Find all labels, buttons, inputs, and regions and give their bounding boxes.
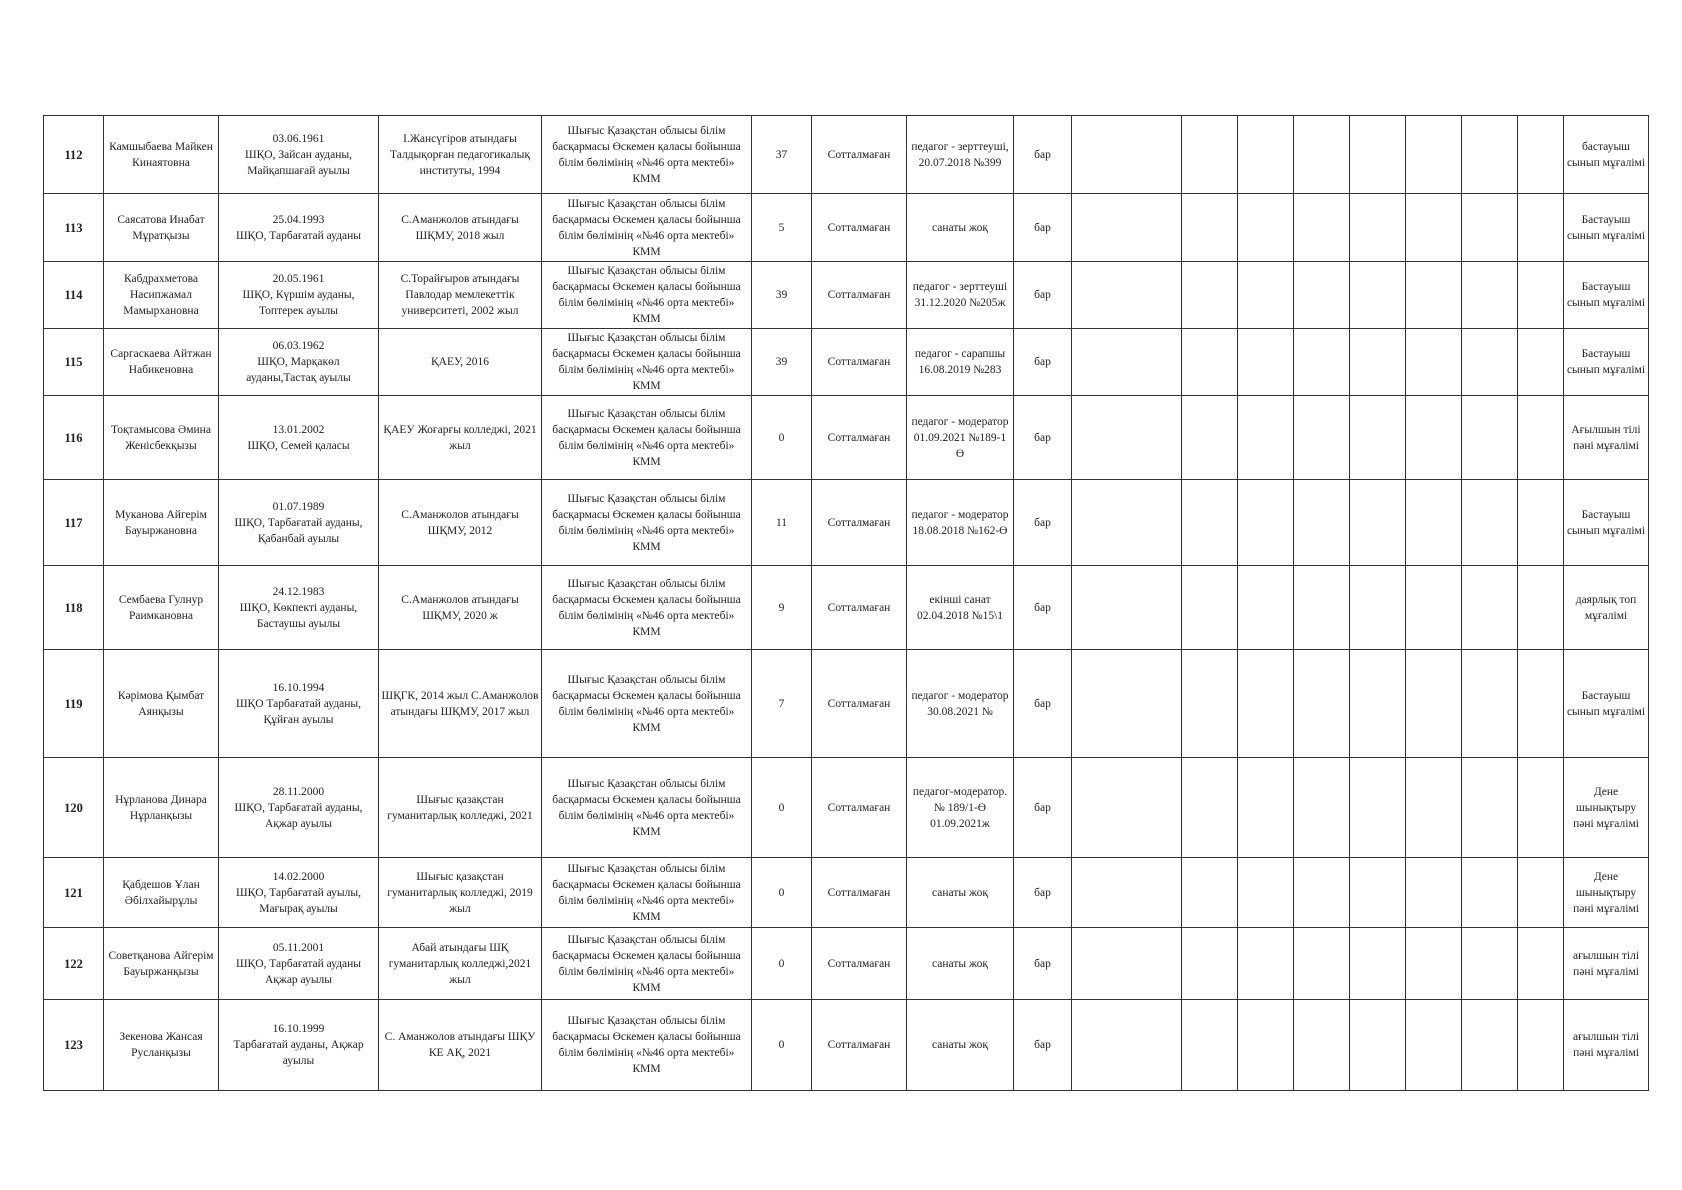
empty-cell <box>1182 758 1238 858</box>
empty-cell <box>1294 1000 1350 1091</box>
empty-cell <box>1350 329 1406 396</box>
conviction-status-cell: Сотталмаған <box>812 329 907 396</box>
row-number: 117 <box>44 480 104 566</box>
full-name-cell: Саргаскаева Айтжан Набикеновна <box>104 329 219 396</box>
empty-cell <box>1406 650 1462 758</box>
empty-cell <box>1350 758 1406 858</box>
empty-cell <box>1072 396 1182 480</box>
row-number: 118 <box>44 566 104 650</box>
empty-cell <box>1406 116 1462 194</box>
empty-cell <box>1072 262 1182 329</box>
education-cell: С. Аманжолов атындағы ШҚУ КЕ АҚ, 2021 <box>379 1000 542 1091</box>
empty-cell <box>1238 858 1294 928</box>
empty-cell <box>1462 116 1518 194</box>
empty-cell <box>1072 928 1182 1000</box>
qualification-category-cell: педагог - модератор 18.08.2018 №162-Ө <box>907 480 1014 566</box>
table-row <box>44 194 1649 262</box>
table-row <box>44 858 1649 928</box>
empty-cell <box>1462 1000 1518 1091</box>
empty-cell <box>1182 566 1238 650</box>
status-cell: бар <box>1014 194 1072 262</box>
qualification-category-cell: санаты жоқ <box>907 928 1014 1000</box>
education-cell: С.Аманжолов атындағы ШҚМУ, 2018 жыл <box>379 194 542 262</box>
empty-cell <box>1406 928 1462 1000</box>
empty-cell <box>1238 758 1294 858</box>
empty-cell <box>1462 329 1518 396</box>
experience-years-cell: 7 <box>752 650 812 758</box>
position-cell: Дене шынықтыру пәні мұғалімі <box>1564 758 1649 858</box>
empty-cell <box>1182 329 1238 396</box>
empty-cell <box>1406 480 1462 566</box>
birth-place-cell: 24.12.1983 ШҚО, Көкпекті ауданы, Бастаушы ауылы <box>219 566 379 650</box>
empty-cell <box>1406 758 1462 858</box>
experience-years-cell: 0 <box>752 758 812 858</box>
conviction-status-cell: Сотталмаған <box>812 116 907 194</box>
table-row <box>44 1000 1649 1091</box>
empty-cell <box>1182 928 1238 1000</box>
empty-cell <box>1182 194 1238 262</box>
table-body <box>44 116 1649 1091</box>
table-row <box>44 758 1649 858</box>
empty-cell <box>1518 650 1564 758</box>
empty-cell <box>1072 1000 1182 1091</box>
qualification-category-cell: педагог - модератор 30.08.2021 № <box>907 650 1014 758</box>
row-number: 114 <box>44 262 104 329</box>
conviction-status-cell: Сотталмаған <box>812 650 907 758</box>
experience-years-cell: 37 <box>752 116 812 194</box>
empty-cell <box>1518 396 1564 480</box>
qualification-category-cell: санаты жоқ <box>907 1000 1014 1091</box>
empty-cell <box>1294 116 1350 194</box>
birth-place-cell: 25.04.1993 ШҚО, Тарбағатай ауданы <box>219 194 379 262</box>
qualification-category-cell: санаты жоқ <box>907 858 1014 928</box>
experience-years-cell: 0 <box>752 1000 812 1091</box>
education-cell: Шығыс қазақстан гуманитарлық колледжі, 2019 жыл <box>379 858 542 928</box>
empty-cell <box>1238 396 1294 480</box>
table-row <box>44 566 1649 650</box>
experience-years-cell: 0 <box>752 396 812 480</box>
status-cell: бар <box>1014 650 1072 758</box>
position-cell: Бастауыш сынып мұғалімі <box>1564 329 1649 396</box>
experience-years-cell: 39 <box>752 262 812 329</box>
empty-cell <box>1294 858 1350 928</box>
empty-cell <box>1462 858 1518 928</box>
table-row <box>44 262 1649 329</box>
experience-years-cell: 0 <box>752 858 812 928</box>
empty-cell <box>1182 396 1238 480</box>
table-row <box>44 650 1649 758</box>
empty-cell <box>1182 858 1238 928</box>
full-name-cell: Муканова Айгерім Бауыржановна <box>104 480 219 566</box>
full-name-cell: Нұрланова Динара Нұрланқызы <box>104 758 219 858</box>
empty-cell <box>1518 928 1564 1000</box>
row-number: 119 <box>44 650 104 758</box>
position-cell: ағылшын тілі пәні мұғалімі <box>1564 928 1649 1000</box>
birth-place-cell: 13.01.2002 ШҚО, Семей қаласы <box>219 396 379 480</box>
table-row <box>44 329 1649 396</box>
workplace-cell: Шығыс Қазақстан облысы білім басқармасы Өскемен қаласы бойынша білім бөлімінің «№46 орта мектебі» КММ <box>542 480 752 566</box>
status-cell: бар <box>1014 396 1072 480</box>
education-cell: Шығыс қазақстан гуманитарлық колледжі, 2021 <box>379 758 542 858</box>
full-name-cell: Кабдрахметова Насипжамал Мамырхановна <box>104 262 219 329</box>
education-cell: Абай атындағы ШҚ гуманитарлық колледжі,2021 жыл <box>379 928 542 1000</box>
birth-place-cell: 16.10.1994 ШҚО Тарбағатай ауданы, Құйған ауылы <box>219 650 379 758</box>
full-name-cell: Камшыбаева Майкен Кинаятовна <box>104 116 219 194</box>
empty-cell <box>1182 1000 1238 1091</box>
empty-cell <box>1406 262 1462 329</box>
birth-place-cell: 05.11.2001 ШҚО, Тарбағатай ауданы Ақжар ауылы <box>219 928 379 1000</box>
empty-cell <box>1294 650 1350 758</box>
empty-cell <box>1406 1000 1462 1091</box>
empty-cell <box>1238 650 1294 758</box>
empty-cell <box>1518 566 1564 650</box>
empty-cell <box>1294 262 1350 329</box>
empty-cell <box>1294 396 1350 480</box>
qualification-category-cell: педагог - модератор 01.09.2021 №189-1 Ө <box>907 396 1014 480</box>
workplace-cell: Шығыс Қазақстан облысы білім басқармасы Өскемен қаласы бойынша білім бөлімінің «№46 орта мектебі» КММ <box>542 566 752 650</box>
empty-cell <box>1350 858 1406 928</box>
empty-cell <box>1462 928 1518 1000</box>
empty-cell <box>1406 194 1462 262</box>
empty-cell <box>1182 480 1238 566</box>
empty-cell <box>1072 116 1182 194</box>
empty-cell <box>1406 329 1462 396</box>
empty-cell <box>1350 928 1406 1000</box>
workplace-cell: Шығыс Қазақстан облысы білім басқармасы Өскемен қаласы бойынша білім бөлімінің «№46 орта мектебі» КММ <box>542 1000 752 1091</box>
qualification-category-cell: педагог - зерттеуші 31.12.2020 №205ж <box>907 262 1014 329</box>
birth-place-cell: 03.06.1961 ШҚО, Зайсан ауданы, Майқапшағай ауылы <box>219 116 379 194</box>
empty-cell <box>1238 262 1294 329</box>
empty-cell <box>1518 262 1564 329</box>
empty-cell <box>1238 928 1294 1000</box>
qualification-category-cell: педагог - зерттеуші, 20.07.2018 №399 <box>907 116 1014 194</box>
empty-cell <box>1518 858 1564 928</box>
qualification-category-cell: педагог-модератор. № 189/1-Ө 01.09.2021ж <box>907 758 1014 858</box>
status-cell: бар <box>1014 858 1072 928</box>
empty-cell <box>1350 1000 1406 1091</box>
empty-cell <box>1072 566 1182 650</box>
empty-cell <box>1518 329 1564 396</box>
row-number: 123 <box>44 1000 104 1091</box>
experience-years-cell: 0 <box>752 928 812 1000</box>
empty-cell <box>1350 262 1406 329</box>
empty-cell <box>1518 116 1564 194</box>
position-cell: Бастауыш сынып мұғалімі <box>1564 262 1649 329</box>
row-number: 113 <box>44 194 104 262</box>
birth-place-cell: 06.03.1962 ШҚО, Марқакөл ауданы,Тастақ ауылы <box>219 329 379 396</box>
table-row <box>44 116 1649 194</box>
empty-cell <box>1350 650 1406 758</box>
education-cell: ШҚГК, 2014 жыл С.Аманжолов атындағы ШҚМУ, 2017 жыл <box>379 650 542 758</box>
row-number: 115 <box>44 329 104 396</box>
experience-years-cell: 11 <box>752 480 812 566</box>
conviction-status-cell: Сотталмаған <box>812 194 907 262</box>
qualification-category-cell: педагог - сарапшы 16.08.2019 №283 <box>907 329 1014 396</box>
empty-cell <box>1462 262 1518 329</box>
full-name-cell: Зекенова Жансая Русланқызы <box>104 1000 219 1091</box>
conviction-status-cell: Сотталмаған <box>812 1000 907 1091</box>
experience-years-cell: 9 <box>752 566 812 650</box>
workplace-cell: Шығыс Қазақстан облысы білім басқармасы Өскемен қаласы бойынша білім бөлімінің «№46 орта мектебі» КММ <box>542 858 752 928</box>
empty-cell <box>1072 329 1182 396</box>
conviction-status-cell: Сотталмаған <box>812 262 907 329</box>
birth-place-cell: 01.07.1989 ШҚО, Тарбағатай ауданы, Қабанбай ауылы <box>219 480 379 566</box>
empty-cell <box>1518 194 1564 262</box>
position-cell: даярлық топ мұғалімі <box>1564 566 1649 650</box>
qualification-category-cell: санаты жоқ <box>907 194 1014 262</box>
position-cell: бастауыш сынып мұғалімі <box>1564 116 1649 194</box>
birth-place-cell: 16.10.1999 Тарбағатай ауданы, Ақжар ауылы <box>219 1000 379 1091</box>
full-name-cell: Советқанова Айгерім Бауыржанқызы <box>104 928 219 1000</box>
empty-cell <box>1072 650 1182 758</box>
empty-cell <box>1462 566 1518 650</box>
empty-cell <box>1462 480 1518 566</box>
experience-years-cell: 5 <box>752 194 812 262</box>
position-cell: Бастауыш сынып мұғалімі <box>1564 650 1649 758</box>
full-name-cell: Саясатова Инабат Мұратқызы <box>104 194 219 262</box>
conviction-status-cell: Сотталмаған <box>812 480 907 566</box>
row-number: 122 <box>44 928 104 1000</box>
full-name-cell: Сембаева Гулнур Раимкановна <box>104 566 219 650</box>
status-cell: бар <box>1014 329 1072 396</box>
empty-cell <box>1462 650 1518 758</box>
table-row <box>44 396 1649 480</box>
empty-cell <box>1072 858 1182 928</box>
status-cell: бар <box>1014 758 1072 858</box>
empty-cell <box>1462 194 1518 262</box>
conviction-status-cell: Сотталмаған <box>812 566 907 650</box>
education-cell: ҚАЕУ Жоғарғы колледжі, 2021 жыл <box>379 396 542 480</box>
empty-cell <box>1294 194 1350 262</box>
table-row <box>44 480 1649 566</box>
row-number: 120 <box>44 758 104 858</box>
empty-cell <box>1406 858 1462 928</box>
position-cell: Ағылшын тілі пәні мұғалімі <box>1564 396 1649 480</box>
education-cell: С.Аманжолов атындағы ШҚМУ, 2020 ж <box>379 566 542 650</box>
empty-cell <box>1238 194 1294 262</box>
empty-cell <box>1294 928 1350 1000</box>
status-cell: бар <box>1014 480 1072 566</box>
empty-cell <box>1350 566 1406 650</box>
empty-cell <box>1462 396 1518 480</box>
workplace-cell: Шығыс Қазақстан облысы білім басқармасы Өскемен қаласы бойынша білім бөлімінің «№46 орта мектебі» КММ <box>542 928 752 1000</box>
birth-place-cell: 28.11.2000 ШҚО, Тарбағатай ауданы, Ақжар ауылы <box>219 758 379 858</box>
full-name-cell: Тоқтамысова Әмина Женісбекқызы <box>104 396 219 480</box>
empty-cell <box>1238 329 1294 396</box>
workplace-cell: Шығыс Қазақстан облысы білім басқармасы Өскемен қаласы бойынша білім бөлімінің «№46 орта мектебі» КММ <box>542 650 752 758</box>
empty-cell <box>1182 650 1238 758</box>
position-cell: Дене шынықтыру пәні мұғалімі <box>1564 858 1649 928</box>
workplace-cell: Шығыс Қазақстан облысы білім басқармасы Өскемен қаласы бойынша білім бөлімінің «№46 орта мектебі» КММ <box>542 262 752 329</box>
status-cell: бар <box>1014 566 1072 650</box>
conviction-status-cell: Сотталмаған <box>812 858 907 928</box>
empty-cell <box>1294 329 1350 396</box>
birth-place-cell: 14.02.2000 ШҚО, Тарбағатай ауылы, Мағырақ ауылы <box>219 858 379 928</box>
empty-cell <box>1238 1000 1294 1091</box>
row-number: 121 <box>44 858 104 928</box>
conviction-status-cell: Сотталмаған <box>812 928 907 1000</box>
full-name-cell: Қабдешов Ұлан Әбілхайырұлы <box>104 858 219 928</box>
empty-cell <box>1350 480 1406 566</box>
table-row <box>44 928 1649 1000</box>
workplace-cell: Шығыс Қазақстан облысы білім басқармасы Өскемен қаласы бойынша білім бөлімінің «№46 орта мектебі» КММ <box>542 194 752 262</box>
empty-cell <box>1350 116 1406 194</box>
row-number: 112 <box>44 116 104 194</box>
workplace-cell: Шығыс Қазақстан облысы білім басқармасы Өскемен қаласы бойынша білім бөлімінің «№46 орта мектебі» КММ <box>542 329 752 396</box>
empty-cell <box>1182 262 1238 329</box>
empty-cell <box>1350 194 1406 262</box>
empty-cell <box>1518 758 1564 858</box>
empty-cell <box>1238 566 1294 650</box>
birth-place-cell: 20.05.1961 ШҚО, Күршім ауданы, Топтерек ауылы <box>219 262 379 329</box>
empty-cell <box>1294 566 1350 650</box>
qualification-category-cell: екінші санат 02.04.2018 №15\1 <box>907 566 1014 650</box>
empty-cell <box>1462 758 1518 858</box>
education-cell: С.Аманжолов атындағы ШҚМУ, 2012 <box>379 480 542 566</box>
full-name-cell: Кәрімова Қымбат Аянқызы <box>104 650 219 758</box>
status-cell: бар <box>1014 262 1072 329</box>
empty-cell <box>1238 480 1294 566</box>
status-cell: бар <box>1014 1000 1072 1091</box>
empty-cell <box>1072 194 1182 262</box>
empty-cell <box>1518 480 1564 566</box>
education-cell: С.Торайғыров атындағы Павлодар мемлекеттік университеті, 2002 жыл <box>379 262 542 329</box>
empty-cell <box>1406 396 1462 480</box>
position-cell: Бастауыш сынып мұғалімі <box>1564 194 1649 262</box>
workplace-cell: Шығыс Қазақстан облысы білім басқармасы Өскемен қаласы бойынша білім бөлімінің «№46 орта мектебі» КММ <box>542 396 752 480</box>
empty-cell <box>1294 758 1350 858</box>
conviction-status-cell: Сотталмаған <box>812 396 907 480</box>
empty-cell <box>1072 480 1182 566</box>
workplace-cell: Шығыс Қазақстан облысы білім басқармасы Өскемен қаласы бойынша білім бөлімінің «№46 орта мектебі» КММ <box>542 758 752 858</box>
empty-cell <box>1238 116 1294 194</box>
empty-cell <box>1294 480 1350 566</box>
empty-cell <box>1072 758 1182 858</box>
staff-table <box>43 115 1649 1091</box>
education-cell: І.Жансүгіров атындағы Талдықорған педагогикалық институты, 1994 <box>379 116 542 194</box>
status-cell: бар <box>1014 928 1072 1000</box>
empty-cell <box>1182 116 1238 194</box>
empty-cell <box>1350 396 1406 480</box>
position-cell: Бастауыш сынып мұғалімі <box>1564 480 1649 566</box>
workplace-cell: Шығыс Қазақстан облысы білім басқармасы Өскемен қаласы бойынша білім бөлімінің «№46 орта мектебі» КММ <box>542 116 752 194</box>
status-cell: бар <box>1014 116 1072 194</box>
experience-years-cell: 39 <box>752 329 812 396</box>
empty-cell <box>1518 1000 1564 1091</box>
row-number: 116 <box>44 396 104 480</box>
empty-cell <box>1406 566 1462 650</box>
education-cell: ҚАЕУ, 2016 <box>379 329 542 396</box>
position-cell: ағылшын тілі пәні мұғалімі <box>1564 1000 1649 1091</box>
conviction-status-cell: Сотталмаған <box>812 758 907 858</box>
